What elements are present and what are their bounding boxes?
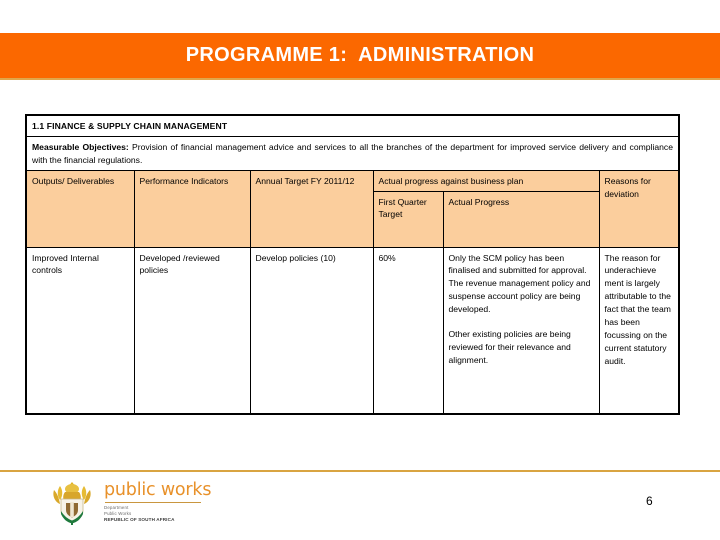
actual-progress-paragraph-2: The revenue management policy and suspense account policy are being developed. bbox=[448, 278, 591, 315]
logo-department-line-1: Department bbox=[104, 504, 129, 510]
table-row-objectives bbox=[26, 136, 679, 170]
page-number: 6 bbox=[646, 494, 653, 508]
programme-table-container bbox=[25, 114, 678, 415]
column-header-actual-progress-group: Actual progress against business plan bbox=[373, 170, 599, 191]
measurable-objectives-label: Measurable Objectives: bbox=[32, 141, 129, 152]
slide-header-banner bbox=[0, 33, 720, 78]
table-row-section-title bbox=[26, 115, 679, 136]
table-header-row-primary bbox=[26, 170, 679, 191]
cell-annual-target: Develop policies (10) bbox=[250, 247, 373, 414]
column-header-annual-target: Annual Target FY 2011/12 bbox=[250, 170, 373, 247]
logo-subtitle-block bbox=[104, 505, 211, 524]
table-row bbox=[26, 247, 679, 414]
programme-table bbox=[25, 114, 680, 415]
column-header-first-quarter-target: First Quarter Target bbox=[373, 191, 443, 247]
section-title: 1.1 FINANCE & SUPPLY CHAIN MANAGEMENT bbox=[26, 115, 679, 136]
column-header-reasons-for-deviation: Reasons for deviation bbox=[599, 170, 679, 247]
cell-outputs: Improved Internal controls bbox=[26, 247, 134, 414]
actual-progress-paragraph-3: Other existing policies are being reviewed for their relevance and alignment. bbox=[448, 329, 571, 365]
logo-underline-rule bbox=[105, 502, 201, 503]
column-header-outputs: Outputs/ Deliverables bbox=[26, 170, 134, 247]
footer-divider-rule bbox=[0, 470, 720, 472]
actual-progress-paragraph-1: Only the SCM policy has been finalised and submitted for approval. bbox=[448, 252, 587, 276]
cell-first-quarter-target: 60% bbox=[373, 247, 443, 414]
logo-title: public works bbox=[104, 480, 212, 500]
column-header-performance-indicators: Performance Indicators bbox=[134, 170, 250, 247]
logo-country-line: REPUBLIC OF SOUTH AFRICA bbox=[104, 517, 175, 522]
column-header-actual-progress: Actual Progress bbox=[443, 191, 599, 247]
logo-department-line-2: Public Works bbox=[104, 510, 132, 516]
department-logo bbox=[46, 478, 211, 526]
measurable-objectives-text: Provision of financial management advice and services to all the branches of the department for improved service delivery and compliance with the financial regulations. bbox=[32, 141, 673, 165]
measurable-objectives-cell bbox=[26, 136, 679, 170]
page-title: PROGRAMME 1: ADMINISTRATION bbox=[185, 44, 535, 66]
cell-performance-indicators: Developed /reviewed policies bbox=[134, 247, 250, 414]
south-africa-coat-of-arms-icon bbox=[46, 478, 98, 526]
cell-actual-progress bbox=[443, 247, 599, 414]
cell-reasons-for-deviation: The reason for underachieve ment is largely attributable to the fact that the team has been focussing on the current statutory audit. bbox=[599, 247, 679, 414]
logo-text-block bbox=[104, 478, 211, 524]
banner-underline-rule bbox=[0, 78, 720, 80]
